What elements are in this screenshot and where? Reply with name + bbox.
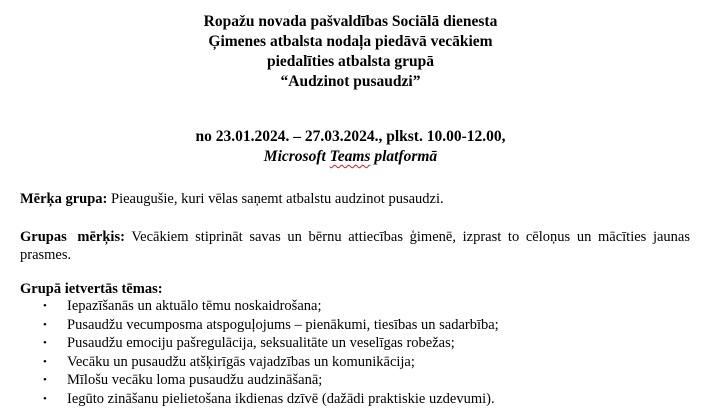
topic-text: Mīlošu vecāku loma pusaudžu audzināšanā; [67,372,323,388]
schedule-platform [0,147,701,167]
list-item [20,316,690,335]
list-item [20,334,690,353]
platform-word-platforma: platformā [374,148,438,165]
list-item [20,353,690,372]
platform-word-teams: Teams [329,148,371,165]
title-line-3: piedalīties atbalsta grupā [266,53,435,70]
topic-text: Iepazīšanās un aktuālo tēmu noskaidrošana; [67,298,322,314]
topic-text: Iegūto zināšanu pielietošana ikdienas dzīvē (dažādi praktiskie uzdevumi). [67,390,495,407]
target-group-text: Pieaugušie, kuri vēlas saņemt atbalstu audzinot pusaudzi. [107,191,444,207]
bullet-icon: • [43,300,47,312]
bullet-icon: • [43,355,47,368]
bullet-icon: • [43,337,47,349]
list-item [20,371,690,390]
platform-word-microsoft: Microsoft [263,148,326,165]
list-item [20,390,690,409]
title-line-4: “Audzinot pusaudzi” [280,73,421,90]
bullet-icon: • [43,318,47,331]
topic-text: Pusaudžu emociju pašregulācija, seksualitāte un veselīgas robežas; [67,335,455,351]
schedule-dates: no 23.01.2024. – 27.03.2024., plkst. 10.00-12.00, [195,128,506,145]
group-aims-label: Grupas mērķis: [20,229,125,245]
title-line-2: Ģimenes atbalsta nodaļa piedāvā vecākiem [208,33,493,50]
target-group-label: Mērķa grupa: [20,191,108,207]
topics-heading: Grupā ietvertās tēmas: [20,281,163,297]
group-aims-paragraph [20,228,690,264]
topics-list [20,297,690,408]
announcement-title [0,12,701,92]
bullet-icon: • [43,374,47,386]
schedule-block [0,127,701,167]
title-line-1: Ropažu novada pašvaldības Sociālā dienesta [203,13,498,30]
bullet-icon: • [43,392,47,405]
topic-text: Vecāku un pusaudžu atšķirīgās vajadzības un komunikācija; [67,353,415,370]
target-group-paragraph [20,190,690,208]
group-aims-text: Vecākiem stiprināt savas un bērnu attiecības ģimenē, izprast to cēloņus un mācīties jaunas prasmes. [20,229,691,263]
topic-text: Pusaudžu vecumposma atspoguļojums – pienākumi, tiesības un sadarbība; [67,316,499,333]
list-item [20,297,690,316]
